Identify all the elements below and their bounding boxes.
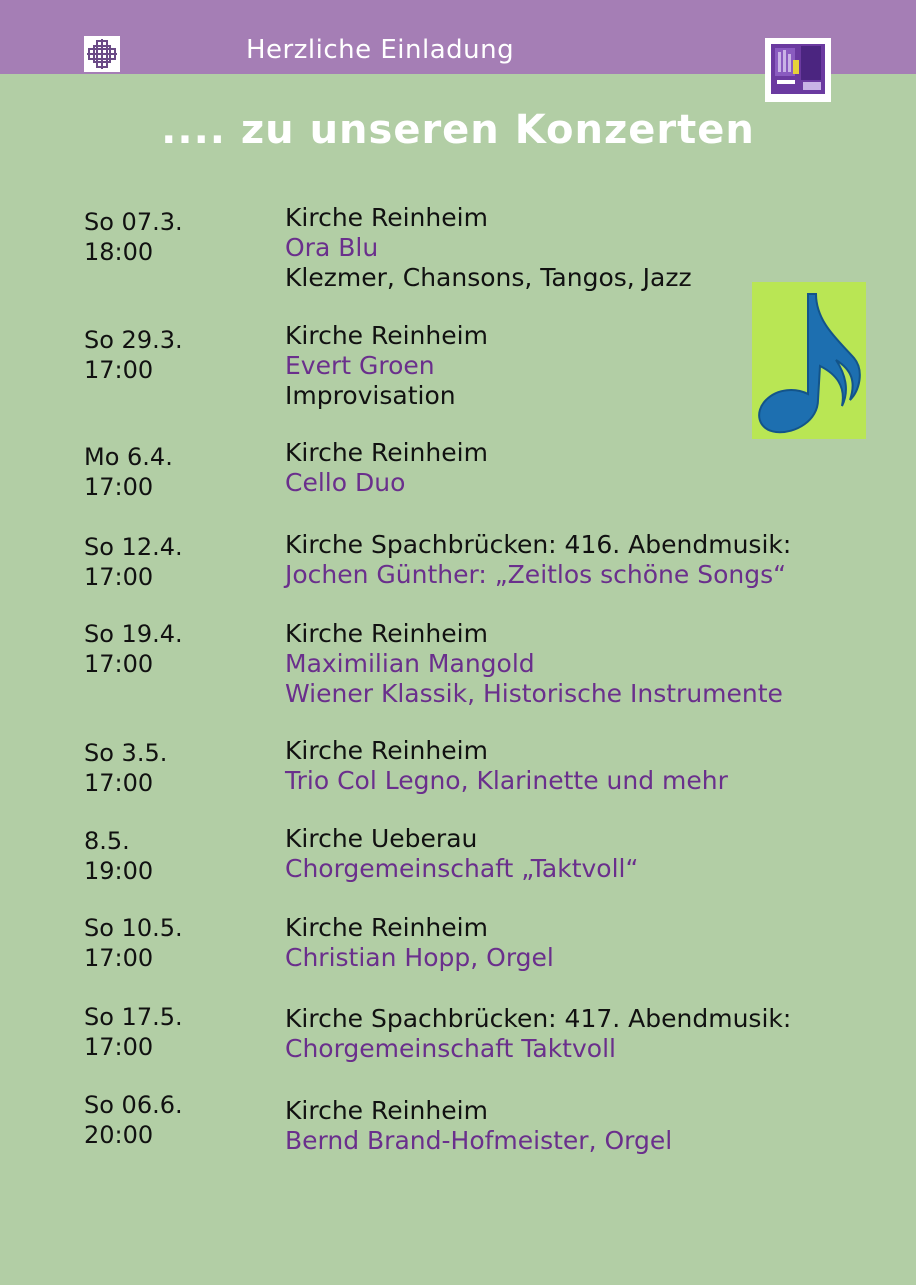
concert-venue: Kirche Reinheim	[285, 913, 488, 942]
concert-time: 17:00	[84, 769, 154, 797]
concert-date: So 07.3.	[84, 208, 183, 236]
concert-description: Klezmer, Chansons, Tangos, Jazz	[285, 263, 692, 292]
concert-date: Mo 6.4.	[84, 443, 173, 471]
concert-time: 17:00	[84, 650, 154, 678]
concert-date: So 06.6.	[84, 1091, 183, 1119]
concert-date-time	[84, 738, 274, 798]
concert-venue: Kirche Spachbrücken: 417. Abendmusik:	[285, 1004, 792, 1033]
concert-artist: Christian Hopp, Orgel	[285, 943, 554, 972]
concert-time: 17:00	[84, 944, 154, 972]
concert-date-time	[84, 442, 274, 502]
concert-venue: Kirche Reinheim	[285, 203, 488, 232]
concert-date-time	[84, 913, 274, 973]
concert-venue: Kirche Ueberau	[285, 824, 478, 853]
concert-time: 17:00	[84, 473, 154, 501]
concert-venue: Kirche Reinheim	[285, 438, 488, 467]
concert-time: 17:00	[84, 356, 154, 384]
concert-date-time	[84, 826, 274, 886]
concert-description: Wiener Klassik, Historische Instrumente	[285, 679, 783, 708]
concert-date: So 12.4.	[84, 533, 183, 561]
concert-info	[285, 619, 905, 709]
concert-info	[285, 824, 905, 884]
concert-venue: Kirche Reinheim	[285, 619, 488, 648]
concert-info	[285, 530, 905, 590]
concert-info	[285, 203, 905, 293]
concert-date: So 3.5.	[84, 739, 168, 767]
concert-artist: Maximilian Mangold	[285, 649, 535, 678]
concert-info	[285, 1004, 905, 1064]
concert-venue: Kirche Spachbrücken: 416. Abendmusik:	[285, 530, 792, 559]
concert-artist: Bernd Brand-Hofmeister, Orgel	[285, 1126, 673, 1155]
concert-description: Improvisation	[285, 381, 456, 410]
concert-time: 18:00	[84, 238, 154, 266]
concert-date-time	[84, 207, 274, 267]
concert-date: So 19.4.	[84, 620, 183, 648]
concert-time: 19:00	[84, 857, 154, 885]
concert-venue: Kirche Reinheim	[285, 321, 488, 350]
concert-date-time	[84, 1002, 274, 1062]
page-title: .... zu unseren Konzerten	[161, 107, 755, 153]
concert-info	[285, 321, 905, 411]
concert-time: 17:00	[84, 563, 154, 591]
organ-poster-image	[765, 38, 831, 102]
concert-info	[285, 438, 905, 498]
concert-artist: Evert Groen	[285, 351, 435, 380]
concert-info	[285, 736, 905, 796]
concert-artist: Cello Duo	[285, 468, 406, 497]
concert-artist: Ora Blu	[285, 233, 379, 262]
concert-venue: Kirche Reinheim	[285, 736, 488, 765]
concert-info	[285, 913, 905, 973]
concert-date-time	[84, 532, 274, 592]
concert-date: So 17.5.	[84, 1003, 183, 1031]
concert-date: So 10.5.	[84, 914, 183, 942]
concert-date-time	[84, 619, 274, 679]
concert-artist: Jochen Günther: „Zeitlos schöne Songs“	[285, 560, 787, 589]
concert-artist: Trio Col Legno, Klarinette und mehr	[285, 766, 728, 795]
concert-date: 8.5.	[84, 827, 130, 855]
concert-date-time	[84, 1090, 274, 1150]
concert-date-time	[84, 325, 274, 385]
header-title: Herzliche Einladung	[246, 35, 515, 65]
cross-icon	[84, 36, 120, 72]
concert-time: 17:00	[84, 1033, 154, 1061]
concert-venue: Kirche Reinheim	[285, 1096, 488, 1125]
concert-artist: Chorgemeinschaft „Taktvoll“	[285, 854, 639, 883]
concert-time: 20:00	[84, 1121, 154, 1149]
concert-info	[285, 1096, 905, 1156]
concert-artist: Chorgemeinschaft Taktvoll	[285, 1034, 616, 1063]
concert-date: So 29.3.	[84, 326, 183, 354]
